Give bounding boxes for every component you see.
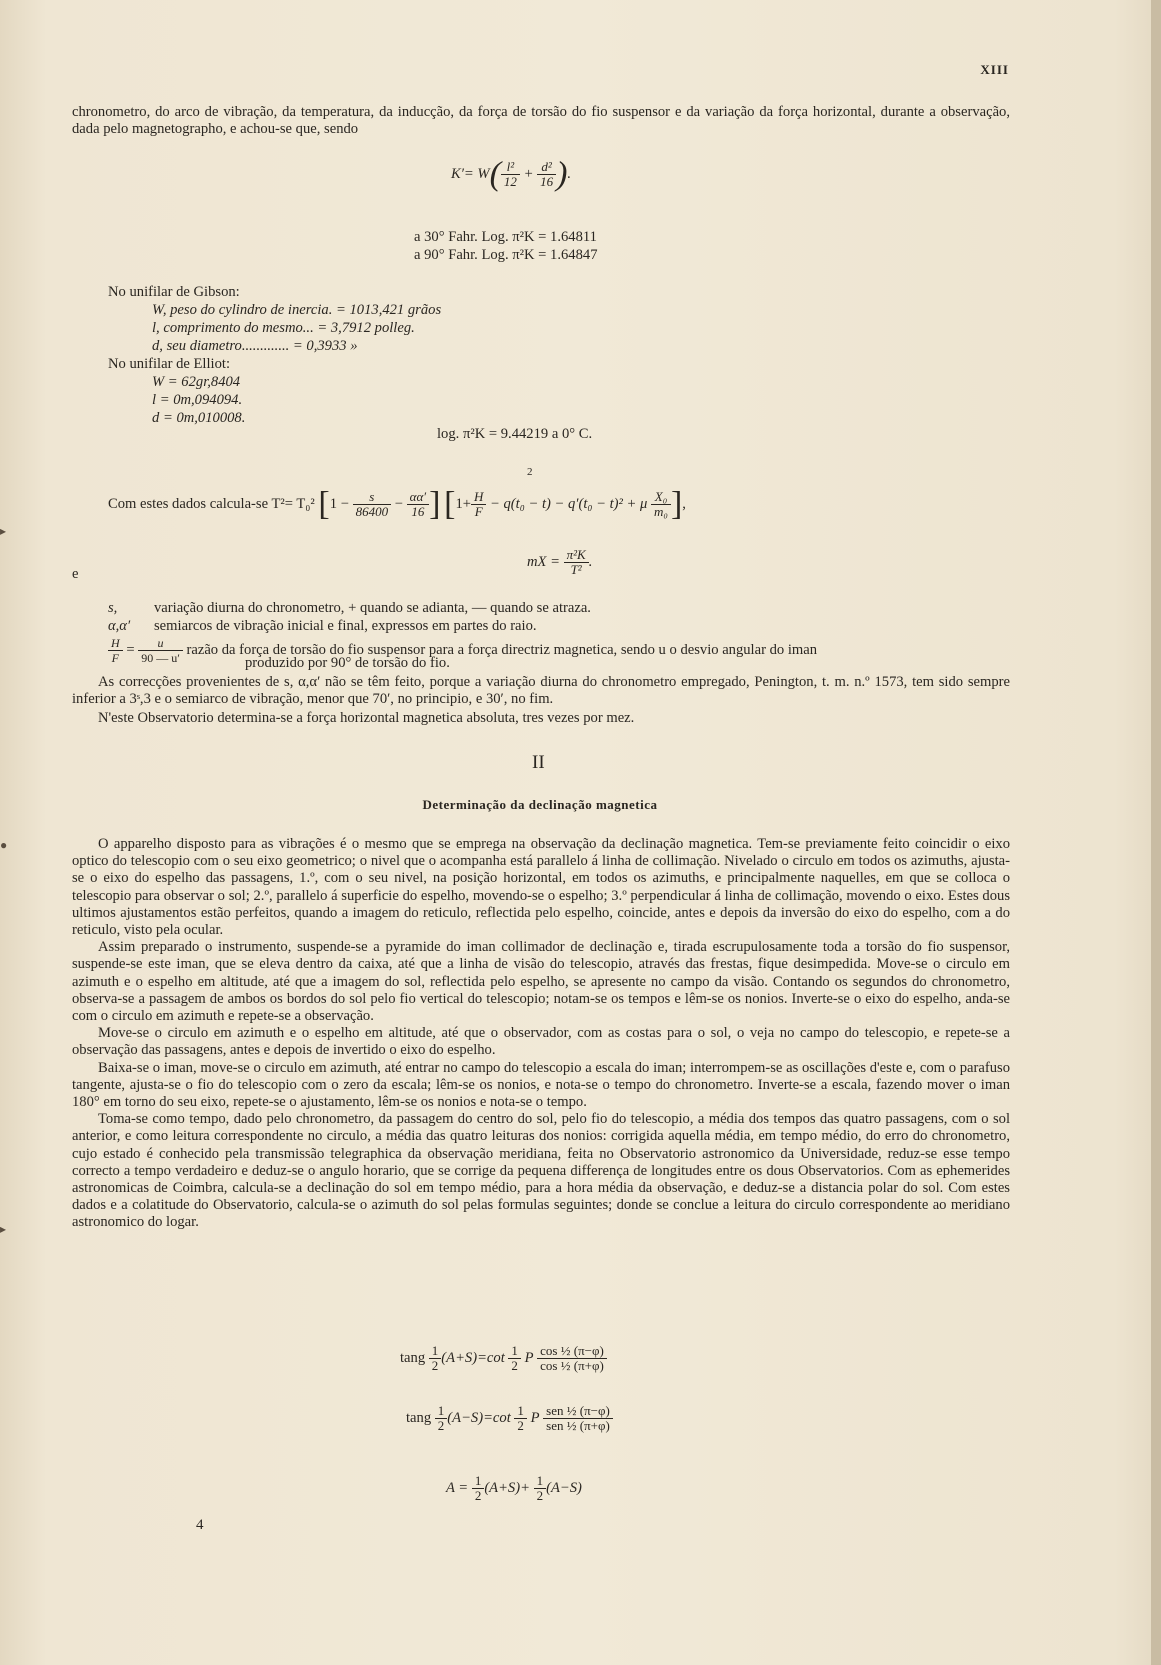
elliot-row: d = 0m,010008. [152, 410, 246, 426]
paragraph: Baixa-se o iman, move-se o circulo em azimuth, até entrar no campo do telescopio a escala do iman; interrompem-se as oscillações d'este e, com o parafuso tangente, ajusta-se o fio do telescopio com o zero da escala; lêm-se os nonios, e nota-se o tempo do chronometro. Inverte-se a escala, fazendo mover o iman 180° em torno do seu eixo, repete-se o ajustamento, lêm-se os nonios e nota-se o tempo. [72, 1059, 1010, 1111]
formula-a: A = $\frac{1}{2}$ (A+S)+ $\frac{1}{2}$ (A−S) [446, 1473, 582, 1503]
log-value-90: a 90° Fahr. Log. π²K = 1.64847 [414, 247, 598, 263]
gibson-title: No unifilar de Gibson: [108, 284, 240, 300]
elliot-row: l = 0m,094094. [152, 392, 243, 408]
definition-hf-cont: produzido por 90° de torsão do fio. [245, 655, 450, 671]
paragraph: Toma-se como tempo, dado pelo chronometro, da passagem do centro do sol, pelo fio do telescopio, a média dos tempos das quatro passagens, com o sol anterior, e como leitura correspondente no circulo, a média das quatro leituras dos nonios: corrigida aquella média, em tempo médio, do erro do chronometro, cujo estado é conhecido pela transmissão telegraphica da observação meridiana, feita no Observatorio astronomico da Universidade, reduz-se esse tempo correcto a tempo verdadeiro e deduz-se o angulo horario, que se corrige da pequena differença de longitudes entre os dous Observatorios. Com as ephemerides astronomicas de Coimbra, calcula-se a declinação do sol em tempo médio, para a hora média da observação, e deduz-se a distancia polar do sol. Com estes dados e a colatitude do Observatorio, calcula-se o azimuth do sol pelas formulas seguintes; donde se conclue a leitura do circulo correspondente ao meridiano astronomico do logar. [72, 1111, 1010, 1231]
paragraph: O apparelho disposto para as vibrações é o mesmo que se emprega na observação da declinação magnetica. Tem-se previamente feito coincidir o eixo optico do telescopio com o seu eixo geometrico; o nivel que o acompanha está parallelo á linha de collimação. Nivelado o circulo em todos os azimuths, ajusta-se o eixo do espelho das passagens, 1.º, com o seu nivel, na posição horizontal, em todos os azimuths, e principalmente naquelles, em que se colloca o telescopio para observar o sol; 2.º, parallelo á superficie do espelho, movendo-se o espelho; 3.º perpendicular á linha de collimação, movendo o eixo. Estes dous ultimos ajustamentos estão perfeitos, quando a imagem do reticulo, reflectida pelo espelho, coincide, antes e depois da inversão do eixo do espelho, com a do reticulo, visto pela ocular. [72, 836, 1010, 939]
gibson-row: d, seu diametro............. = 0,3933 » [152, 338, 358, 354]
formula-tang-diff: tang $\frac{1}{2}$ (A−S)=cot $\frac{1}{2}$ P $\frac{\text{sen ½ (π−φ)}}{\text{sen ½ (π+φ)}}$ [406, 1404, 613, 1433]
definition-s: s, variação diurna do chronometro, + quando se adianta, — quando se atraza. [108, 600, 591, 616]
elliot-row: W = 62gr,8404 [152, 374, 241, 390]
mx-formula: mX = $\frac{\text{π²K}}{\text{T²}}$ . [527, 547, 593, 577]
gibson-row: W, peso do cylindro de inercia. = 1013,421 grãos [152, 302, 442, 318]
definition-hf: $\frac{H}{F}$ = $\frac{u}{90 — u'}$ razão da força de torsão do fio suspensor para a força directriz magnetica, sendo u o desvio angular do iman [108, 636, 817, 665]
section-title: Determinação da declinação magnetica [422, 797, 658, 812]
page-number-footer: 4 [196, 1517, 204, 1533]
paragraph: Assim preparado o instrumento, suspende-se a pyramide do iman collimador de declinação e, tirada escrupulosamente toda a torsão do fio suspensor, suspende-se este iman, que se eleva dentro da caixa, até que a linha de visão do telescopio, através das frestas, fique desimpedida. Move-se o circulo em azimuth e o espelho em altitude, até que a imagem do sol, reflectida pelo espelho, se apresente no campo da visão. Contando os segundos do chronometro, observa-se a passagem de ambos os bordos do sol pelo fio vertical do telescopio; notam-se os tempos e lêm-se os nonios. Inverte-se o eixo do espelho, anda-se com o circulo em azimuth e repete-se a observação. [72, 939, 1010, 1025]
paragraph: Move-se o circulo em azimuth e o espelho em altitude, até que o observador, com as costas para o sol, o veja no campo do telescopio, e repete-se a observação das passagens, antes e depois de invertido o eixo do espelho. [72, 1025, 1010, 1059]
section-number: II [532, 752, 545, 773]
margin-arrow-icon: ▸ [0, 524, 7, 538]
log-value-30: a 30° Fahr. Log. π²K = 1.64811 [414, 229, 597, 245]
page-edge [1151, 0, 1161, 1665]
intro-paragraph: chronometro, do arco de vibração, da temperatura, da inducção, da força de torsão do fio suspensor e da variação da força horizontal, durante a observação, dada pelo magnetographo, e achou-se que, sendo [72, 104, 1010, 138]
margin-arrow-icon: ▸ [0, 1222, 7, 1236]
equation-k: K′= W( $\frac{\text{l²}}{12}$ + $\frac{\text{d²}}{16}$ ). [451, 155, 572, 193]
conjunction-e: e [72, 566, 79, 582]
formula-tang-sum: tang $\frac{1}{2}$ (A+S)=cot $\frac{1}{2}$ P $\frac{\text{cos ½ (π−φ)}}{\text{cos ½ (π+φ)}}$ [400, 1344, 607, 1373]
body-text [72, 836, 1010, 1232]
margin-dot-icon: ● [0, 838, 8, 852]
period-formula: Com estes dados calcula-se T²= T₀² [1 − $\frac{s}{86400}$ − $\frac{\alpha\alpha'}{16}$ ] [1+ $\frac{H}{F}$ − q(t₀ − t) − q′(t₀ − t)² + μ $\frac{\text{X₀}}{\text{m₀}}$ ], [108, 485, 686, 523]
page-number-header: XIII [980, 62, 1009, 77]
observatory-paragraph: N'este Observatorio determina-se a força horizontal magnetica absoluta, tres vezes por mez. [98, 710, 635, 726]
formula-exponent: 2 [527, 466, 533, 478]
gibson-row: l, comprimento do mesmo... = 3,7912 polleg. [152, 320, 415, 336]
elliot-title: No unifilar de Elliot: [108, 356, 230, 372]
corrections-paragraph: As correcções provenientes de s, α,α′ não se têm feito, porque a variação diurna do chronometro empregado, Penington, t. m. n.º 1573, tem sido sempre inferior a 3ˢ,3 e o semiarco de vibração, menor que 70′, no principio, e 30′, no fim. [72, 674, 1010, 708]
log-zero: log. π²K = 9.44219 a 0° C. [437, 426, 593, 442]
definition-alpha: α,α′ semiarcos de vibração inicial e final, expressos em partes do raio. [108, 618, 537, 634]
